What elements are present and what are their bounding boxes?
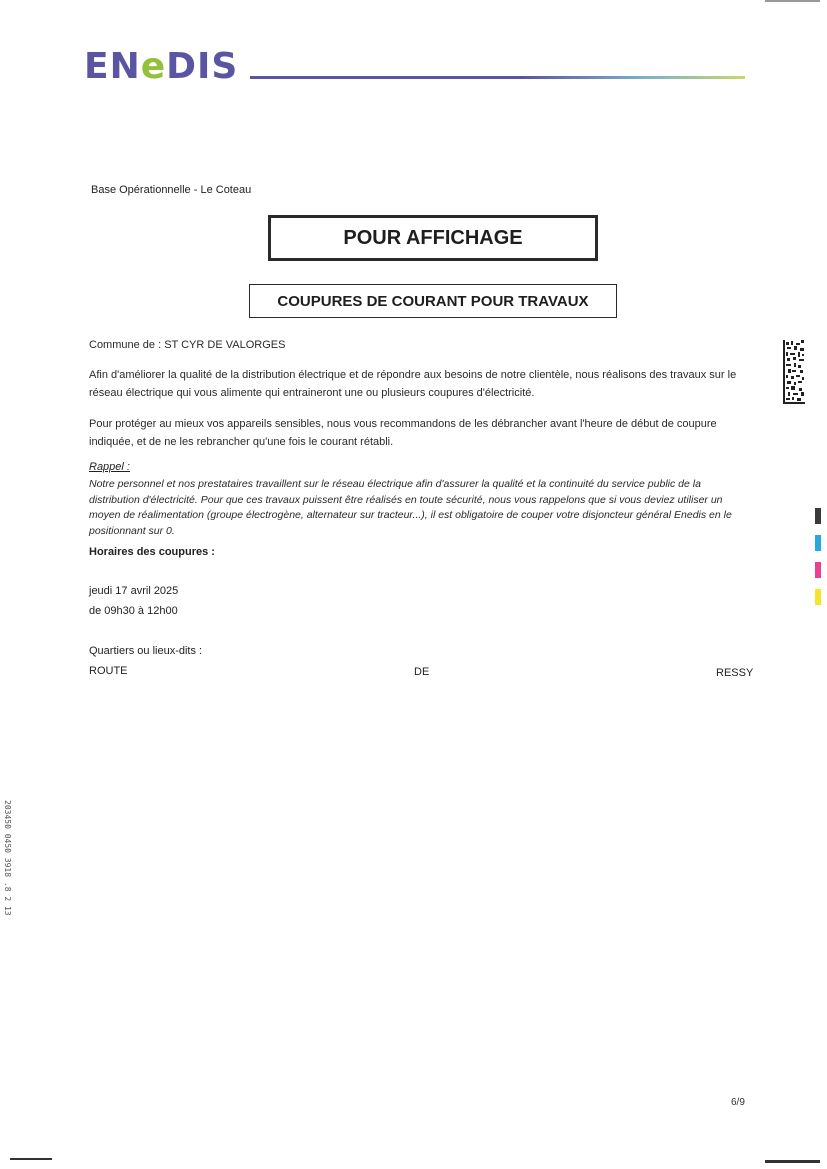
header-divider	[250, 76, 745, 79]
color-mark-cyan	[815, 535, 821, 551]
base-operationnelle: Base Opérationnelle - Le Coteau	[91, 184, 252, 196]
side-print-code	[0, 800, 12, 950]
title-text: POUR AFFICHAGE	[343, 226, 523, 249]
advice-paragraph: Pour protéger au mieux vos appareils sensibles, nous vous recommandons de les débrancher avant l'heure de début de coupure indiquée, et de ne les rebrancher qu'une fois le courant rétabli.	[89, 418, 717, 448]
datamatrix-code-icon	[783, 340, 805, 404]
rappel-label: Rappel :	[89, 461, 130, 473]
subtitle-box	[249, 284, 617, 318]
page-number: 6/9	[731, 1097, 745, 1108]
quartiers-label: Quartiers ou lieux-dits :	[89, 645, 203, 657]
rappel-text: Notre personnel et nos prestataires travaillent sur le réseau électrique afin d'assurer la qualité et la continuité du service public de la distribution d'électricité. Pour que ces travaux puissent être réalisés en toute sécurité, nous vous rappelons que si vous deviez utiliser un moyen de réalimentation (groupe électrogène, alternateur sur tracteur...), il est obligatoire de couper votre disjoncteur général Enedis en le positionnant sur 0.	[89, 478, 732, 537]
edge-mark-bottom-right	[765, 1160, 820, 1163]
side-code-text: 203450 0450 3918 .8 2 13	[3, 800, 12, 916]
logo-text-part1: EN	[84, 46, 141, 87]
title-box	[268, 215, 598, 261]
edge-mark-top-right	[765, 0, 820, 2]
subtitle-text: COUPURES DE COURANT POUR TRAVAUX	[277, 292, 589, 310]
edge-mark-bottom-left	[10, 1158, 52, 1160]
street-word: DE	[414, 666, 430, 678]
intro-paragraph: Afin d'améliorer la qualité de la distribution électrique et de répondre aux besoins de notre clientèle, nous réalisons des travaux sur le réseau électrique qui vous alimente qui entraineront une ou plusieurs coupures d'électricité.	[89, 369, 737, 399]
commune-line: Commune de : ST CYR DE VALORGES	[89, 339, 286, 351]
enedis-logo	[84, 45, 238, 89]
color-mark-yellow	[815, 589, 821, 605]
logo-text-part2: e	[140, 46, 167, 87]
horaires-label: Horaires des coupures :	[89, 546, 215, 558]
street-word: ROUTE	[89, 665, 128, 677]
coupure-date: jeudi 17 avril 2025	[89, 585, 179, 597]
color-mark-magenta	[815, 562, 821, 578]
coupure-time: de 09h30 à 12h00	[89, 605, 178, 617]
street-word: RESSY	[716, 667, 754, 679]
logo-text-part3: DIS	[166, 46, 239, 87]
color-mark-black	[815, 508, 821, 524]
